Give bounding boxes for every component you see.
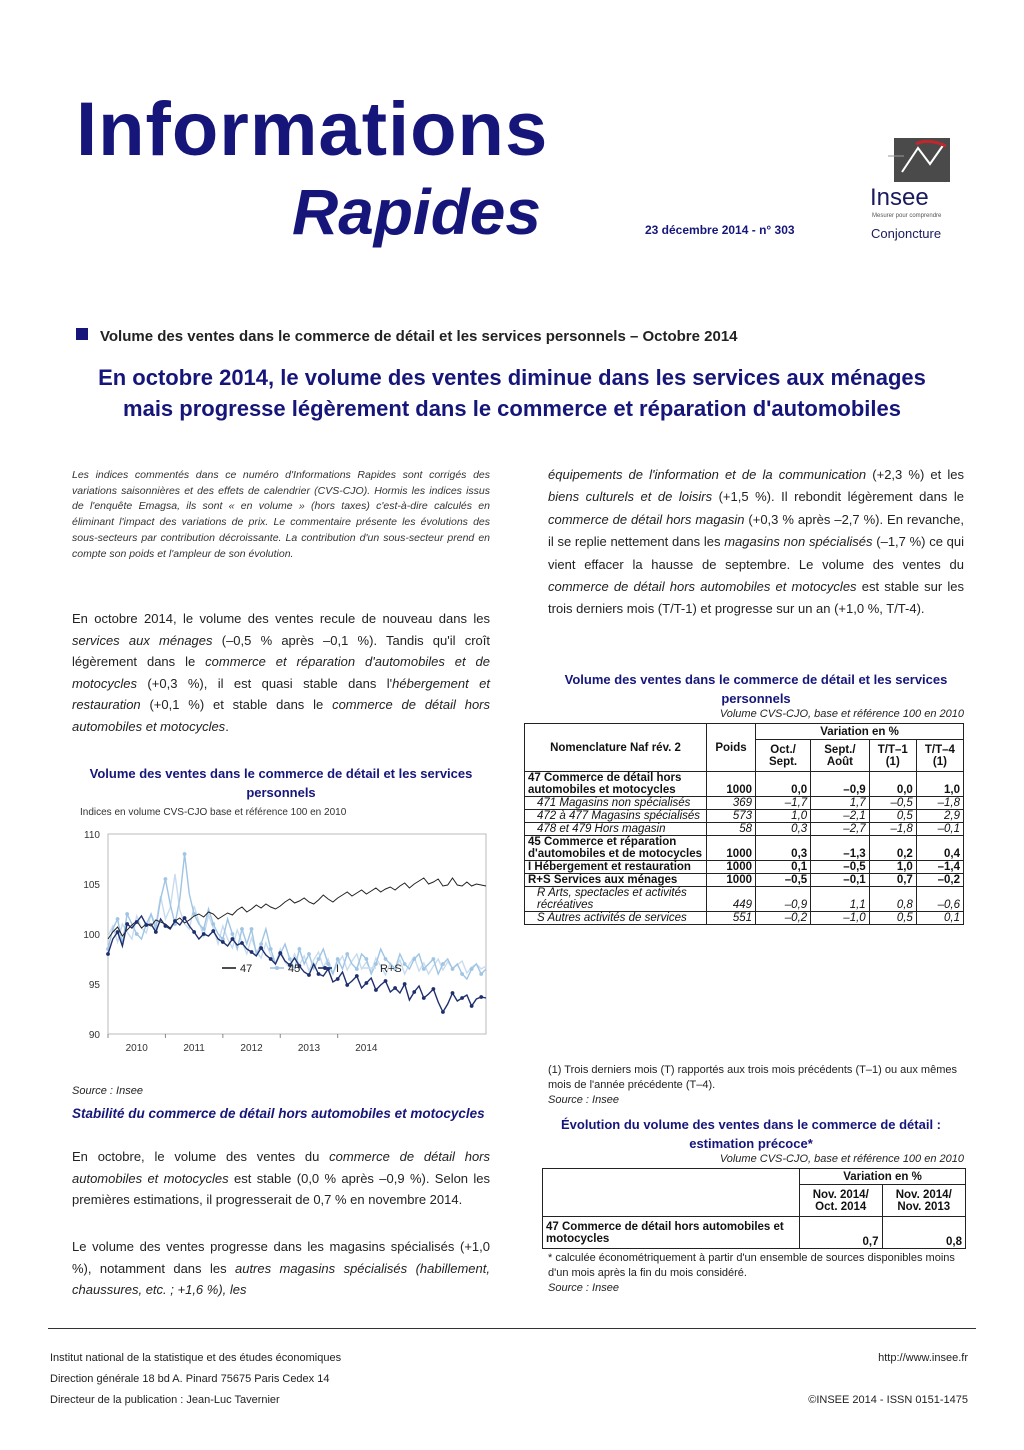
table1-cell-label: 45 Commerce et réparation d'automobiles et de motocycles (525, 836, 707, 861)
logo-tagline: Mesurer pour comprendre (872, 213, 942, 219)
table1-cell-c4: –1,8 (916, 797, 963, 810)
point-45 (403, 962, 407, 966)
table1-cell-poids: 449 (707, 887, 756, 912)
table1-source: Source : Insee (548, 1094, 619, 1106)
point-I (231, 937, 235, 941)
table1-cell-c4: –1,4 (916, 861, 963, 874)
t2-row-label: 47 Commerce de détail hors automobiles et motocycles (543, 1217, 800, 1249)
table1-cell-c2: 1,7 (811, 797, 870, 810)
issue-date: 23 décembre 2014 - n° 303 (645, 223, 795, 237)
table1-cell-c1: 0,3 (756, 823, 811, 836)
legend-label: 45 (288, 963, 301, 975)
table1-cell-c4: 0,1 (916, 912, 963, 925)
logo-word: Insee (870, 184, 929, 211)
point-I (259, 946, 263, 950)
point-45 (183, 852, 187, 856)
table1-row (525, 836, 964, 861)
table1-cell-c1: 0,0 (756, 772, 811, 797)
table1-cell-c2: –1,0 (811, 912, 870, 925)
t2-col2: Nov. 2014/ Nov. 2013 (882, 1185, 966, 1217)
point-45 (116, 917, 120, 921)
subject-bullet-icon (76, 328, 88, 340)
table1-cell-label: 472 à 477 Magasins spécialisés (525, 810, 707, 823)
point-45 (326, 962, 330, 966)
point-I (154, 930, 158, 934)
methodology-intro: Les indices commentés dans ce numéro d'Informations Rapides sont corrigés des variations saisonnières et des effets de calendrier (CVS-CJO). Hormis les indices issus de l'enquête Emagsa, ils sont « en volume » (hors taxes) c'est-à-dire calculés en éliminant l'impact des variations de prix. Le commentaire présente les évolutions des sous-secteurs par contribution décroissante. La contribution d'un sous-secteur prend en compte son poids et l'ampleur de son évolution. (72, 469, 490, 560)
point-45 (470, 967, 474, 971)
point-45 (250, 927, 254, 931)
table2-title: Évolution du volume des ventes dans le commerce de détail : estimation précoce* (561, 1117, 941, 1151)
point-I (125, 922, 129, 926)
footer-rule (48, 1328, 976, 1329)
table1-cell-label: 478 et 479 Hors magasin (525, 823, 707, 836)
table1-cell-c1: 0,3 (756, 836, 811, 861)
point-I (192, 930, 196, 934)
table1-row (525, 912, 964, 925)
point-45 (307, 952, 311, 956)
point-I (364, 981, 368, 985)
subject-line: Volume des ventes dans le commerce de détail et les services personnels – Octobre 2014 (100, 328, 738, 345)
th-c3: T/T–1 (1) (869, 740, 916, 772)
table1-cell-c3: 0,0 (869, 772, 916, 797)
table1-cell-c3: –0,5 (869, 797, 916, 810)
point-45 (211, 922, 215, 926)
paragraph-right: équipements de l'information et de la communication (+2,3 %) et les biens culturels et de loisirs (+1,5 %). Il rebondit légèrement dans le commerce de détail hors magasin (+0,3 % après –2,7 %). En revanche, il se replie nettement dans les magasins non spécialisés (–1,7 %) ce qui vient effacer la hausse de septembre. Le volume des ventes du commerce de détail hors automobiles et motocycles est stable sur les trois derniers mois (T/T-1) et progresse sur un an (+1,0 %, T/T-4). (548, 467, 964, 617)
point-I (144, 923, 148, 927)
point-I (278, 951, 282, 955)
table1-cell-label: I Hébergement et restauration (525, 861, 707, 874)
legend-label: R+S (380, 963, 402, 975)
table1-cell-c4: –0,6 (916, 887, 963, 912)
point-45 (422, 967, 426, 971)
point-45 (259, 942, 263, 946)
y-tick-label: 110 (84, 830, 100, 841)
point-I (211, 929, 215, 933)
point-I (240, 941, 244, 945)
point-45 (269, 947, 273, 951)
point-I (317, 972, 321, 976)
table1-title: Volume des ventes dans le commerce de détail et les services personnels (564, 672, 948, 706)
table1-cell-c4: 0,4 (916, 836, 963, 861)
point-45 (364, 957, 368, 961)
point-45 (297, 947, 301, 951)
legend-label: 47 (240, 963, 253, 975)
table1-row (525, 823, 964, 836)
table1-cell-poids: 58 (707, 823, 756, 836)
legend-label: I (336, 963, 340, 975)
point-45 (374, 962, 378, 966)
point-I (451, 991, 455, 995)
y-tick-label: 100 (83, 930, 100, 941)
point-I (431, 987, 435, 991)
chart-source: Source : Insee (72, 1085, 143, 1097)
point-I (403, 982, 407, 986)
table1-cell-label: S Autres activités de services (525, 912, 707, 925)
point-45 (164, 877, 168, 881)
point-45 (231, 932, 235, 936)
x-tick-label: 2013 (297, 1043, 321, 1054)
series-line-47 (108, 878, 486, 939)
table1-cell-label: 471 Magasins non spécialisés (525, 797, 707, 810)
table1-cell-c1: –0,5 (756, 874, 811, 887)
y-tick-label: 90 (88, 1030, 100, 1041)
point-I (345, 983, 349, 987)
t2-variation: Variation en % (800, 1169, 966, 1185)
th-variation: Variation en % (756, 724, 964, 740)
point-I (164, 924, 168, 928)
table1-row (525, 797, 964, 810)
point-45 (345, 952, 349, 956)
t2-v2: 0,8 (882, 1217, 966, 1249)
insee-logo (868, 134, 958, 249)
th-poids: Poids (707, 724, 756, 772)
point-45 (460, 972, 464, 976)
point-I (221, 940, 225, 944)
masthead-title: Informations (76, 87, 549, 172)
point-I (116, 930, 120, 934)
table1-cell-c2: –0,5 (811, 861, 870, 874)
point-I (384, 979, 388, 983)
point-I (269, 957, 273, 961)
table1-cell-c4: 2,9 (916, 810, 963, 823)
table1-cell-c4: –0,2 (916, 874, 963, 887)
table1-cell-label: R Arts, spectacles et activités récréatives (525, 887, 707, 912)
insee-emblem-icon (868, 134, 958, 186)
table1-row (525, 887, 964, 912)
point-I (250, 950, 254, 954)
point-45 (135, 932, 139, 936)
point-I (441, 1010, 445, 1014)
footer-copyright: ©INSEE 2014 - ISSN 0151-1475 (808, 1394, 968, 1406)
point-I (393, 986, 397, 990)
table1-cell-c1: 1,0 (756, 810, 811, 823)
table1-cell-c3: 0,5 (869, 912, 916, 925)
table1-cell-c3: 0,2 (869, 836, 916, 861)
point-I (460, 996, 464, 1000)
point-I (202, 932, 206, 936)
point-I (479, 995, 483, 999)
x-tick-label: 2010 (125, 1043, 148, 1054)
point-45 (317, 957, 321, 961)
table1-cell-c2: –2,1 (811, 810, 870, 823)
th-c1: Oct./ Sept. (756, 740, 811, 772)
table1-cell-c4: –0,1 (916, 823, 963, 836)
point-I (355, 974, 359, 978)
chart-subtitle: Indices en volume CVS-CJO base et référence 100 en 2010 (80, 807, 347, 818)
table1-cell-c3: 0,7 (869, 874, 916, 887)
point-45 (451, 967, 455, 971)
table2-subtitle: Volume CVS-CJO, base et référence 100 en 2010 (719, 1153, 964, 1165)
plot-frame (108, 834, 486, 1034)
point-I (135, 920, 139, 924)
point-45 (412, 957, 416, 961)
table1-cell-poids: 573 (707, 810, 756, 823)
point-I (173, 919, 177, 923)
table1-row (525, 874, 964, 887)
paragraph-specialised: Le volume des ventes progresse dans les magasins spécialisés (+1,0 %), notamment dans les autres magasins spécialisés (habillement, chaussures, etc. ; +1,6 %), les (72, 1239, 490, 1297)
legend-dot-I (323, 966, 327, 970)
table1-row (525, 810, 964, 823)
masthead-subtitle: Rapides (292, 176, 541, 248)
logo-conjoncture: Conjoncture (871, 226, 942, 241)
t2-v1: 0,7 (800, 1217, 883, 1249)
x-tick-label: 2014 (355, 1043, 378, 1054)
chart-title: Volume des ventes dans le commerce de détail et les services personnels (89, 766, 473, 800)
point-I (106, 952, 110, 956)
volume-chart (72, 822, 492, 1062)
section-heading: Stabilité du commerce de détail hors automobiles et motocycles (72, 1106, 485, 1121)
table2-note: * calculée économétriquement à partir d'un ensemble de sources disponibles moins d'un mois après la fin du mois considéré. (548, 1252, 955, 1279)
table2 (542, 1168, 966, 1249)
point-I (307, 973, 311, 977)
table1-cell-label: 47 Commerce de détail hors automobiles et motocycles (525, 772, 707, 797)
th-nomenclature: Nomenclature Naf rév. 2 (525, 724, 707, 772)
point-45 (336, 957, 340, 961)
table1-cell-poids: 1000 (707, 861, 756, 874)
table1-row (525, 861, 964, 874)
footer-url[interactable]: http://www.insee.fr (878, 1352, 968, 1364)
table1-cell-c1: –0,2 (756, 912, 811, 925)
point-45 (288, 957, 292, 961)
x-tick-label: 2012 (240, 1043, 263, 1054)
point-45 (202, 927, 206, 931)
table1-cell-poids: 551 (707, 912, 756, 925)
point-I (422, 996, 426, 1000)
table1-cell-label: R+S Services aux ménages (525, 874, 707, 887)
legend-dot-45 (275, 966, 279, 970)
table1-cell-poids: 1000 (707, 772, 756, 797)
table1-cell-c1: –0,9 (756, 887, 811, 912)
table1-cell-poids: 1000 (707, 874, 756, 887)
table1-cell-c2: –2,7 (811, 823, 870, 836)
point-I (374, 988, 378, 992)
table2-source: Source : Insee (548, 1282, 619, 1294)
th-c4: T/T–4 (1) (916, 740, 963, 772)
point-I (336, 977, 340, 981)
table1-cell-c1: 0,1 (756, 861, 811, 874)
th-c2: Sept./ Août (811, 740, 870, 772)
paragraph-summary: En octobre 2014, le volume des ventes recule de nouveau dans les services aux ménages (–0,5 % après –0,1 %). Tandis qu'il croît légèrement dans le commerce et réparation d'automobiles et de motocycles (+0,3 %), il est quasi stable dans l'hébergement et restauration (+0,1 %) et stable dans le commerce de détail hors automobiles et motocycles. (72, 611, 491, 734)
point-I (470, 1004, 474, 1008)
table1-cell-poids: 369 (707, 797, 756, 810)
point-45 (431, 957, 435, 961)
table1-note: (1) Trois derniers mois (T) rapportés aux trois mois précédents (T–1) ou aux mêmes mois de l'année précédente (T–4). (548, 1064, 957, 1091)
table1-cell-c3: –1,8 (869, 823, 916, 836)
t2-col1: Nov. 2014/ Oct. 2014 (800, 1185, 883, 1217)
point-45 (384, 957, 388, 961)
y-tick-label: 95 (88, 980, 100, 991)
x-tick-label: 2011 (183, 1043, 205, 1054)
point-45 (479, 972, 483, 976)
table1-cell-c2: –1,3 (811, 836, 870, 861)
table1-cell-c2: –0,1 (811, 874, 870, 887)
point-45 (441, 962, 445, 966)
table1-cell-poids: 1000 (707, 836, 756, 861)
y-tick-label: 105 (83, 880, 100, 891)
table1-row (525, 772, 964, 797)
table1-cell-c4: 1,0 (916, 772, 963, 797)
table1-cell-c2: –0,9 (811, 772, 870, 797)
point-45 (240, 927, 244, 931)
headline: En octobre 2014, le volume des ventes diminue dans les services aux ménages mais progresse légèrement dans le commerce et réparation d'automobiles (98, 365, 926, 421)
footer-institution: Institut national de la statistique et des études économiques Direction générale 18 bd A. Pinard 75675 Paris Cedex 14 Directeur de la publication : Jean-Luc Tavernier (50, 1352, 342, 1406)
table1-cell-c1: –1,7 (756, 797, 811, 810)
point-45 (355, 967, 359, 971)
table1 (524, 723, 964, 925)
table1-subtitle: Volume CVS-CJO, base et référence 100 en 2010 (719, 708, 964, 720)
point-45 (125, 912, 129, 916)
point-I (183, 916, 187, 920)
paragraph-retail: En octobre, le volume des ventes du commerce de détail hors automobiles et motocycles est stable (0,0 % après –0,9 %). Selon les premières estimations, il progresserait de 0,7 % en novembre 2014. (72, 1149, 491, 1207)
point-I (412, 990, 416, 994)
table1-cell-c2: 1,1 (811, 887, 870, 912)
table1-cell-c3: 0,5 (869, 810, 916, 823)
table1-cell-c3: 0,8 (869, 887, 916, 912)
table1-cell-c3: 1,0 (869, 861, 916, 874)
